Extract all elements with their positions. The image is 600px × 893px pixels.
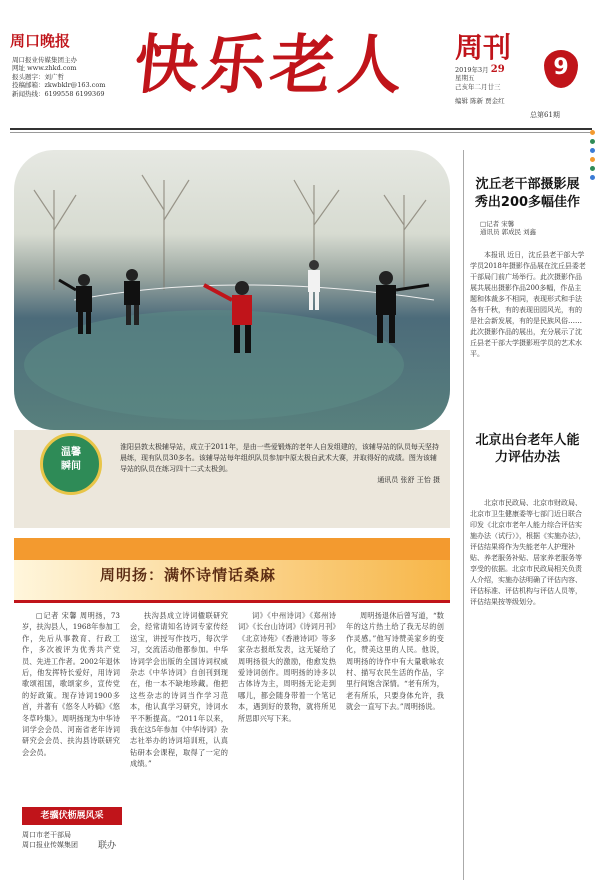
newspaper-title: 快乐老人 [130,28,411,103]
masthead-rule [10,128,592,130]
column-divider [463,150,464,880]
taichi-photo [14,150,450,430]
day-number: 29 [490,64,505,75]
feature-column-2: 扶沟县成立诗词楹联研究会，经常请知名诗词专家传经送宝，讲授写作技巧，每次学习，交流活动他都参加。中华诗词学会出版的全国诗词权威杂志《中华诗词》自创刊到现在，他一本不缺地珍藏。他把这些杂志的诗词当作学习范本，他认真学习研究，诗词水平不断提高。“2011年以来，我在这5年参加《中华诗词》杂志社举办的诗词培训班，认真钻研本会课程，取得了一定的成绩。” [130,611,229,769]
caption-text: 淮阳县敦太极辅导站，成立于2011年，是由一些爱锻炼的老年人自发组建的，该辅导站的队员每天坚持晨练，现有队员30多名。该辅导站每年组织队员参加中原太极自武术大赛，并取得好的成绩。图为该辅导站的队员在练习四十二式太极剑。 [120,443,439,473]
article-title-beijing: 北京出台老年人能力评估办法 [475,433,580,465]
feature-column-4: 周明扬退休后曾写道，“数年的这片热土给了我无尽的创作灵感。”他写诗赞美家乡的变化，赞美这里的人民。他说，周明扬的诗作中有大量歌咏农村、描写农民生活的作品，字里行间饱含深情。“老有所为，老有所乐，只要身体允许，我就会一直写下去。”周明扬说。 [346,611,444,712]
date: 2019年3月 [455,66,489,74]
article-body-beijing: 北京市民政局、北京市财政局、北京市卫生健康委等七部门近日联合印发《北京市老年人能力综合评估实施办法（试行）》，根据《实施办法》，评估结果将作为失能老年人护理补贴、养老服务补贴、居家养老服务等享受的依据。北京市民政局相关负责人介绍，实施办法明确了评估内容、评估标准、评估机构与评估人员等，评估结果按等级划分。 [470,499,586,606]
info-line: 报头题字：刘广哲 [12,72,64,81]
masthead-rule-thin [10,132,592,133]
feature-band [14,538,450,560]
stamp-line: 瞬间 [61,461,81,472]
feature-title: 周明扬：满怀诗情话桑麻 [100,566,277,584]
feature-rule [14,600,450,603]
feature-column-1: □记者 宋馨 周明扬，73岁，扶沟县人，1968年参加工作，先后从事教育、行政工作，多次被评为优秀共产党员、先进工作者。2002年退休后，他发挥特长爱好，用诗词歌颂祖国，歌颂家乡，宣传党的好政策。现存诗词1900多首，并著有《悠冬人吟稿》《悠冬草吟集》。周明扬现为中华诗词学会会员、河南省老年诗词研究会会员、扶沟县诗联研究会会员。 [22,611,120,757]
article-title-photography: 沈丘老干部摄影展秀出200多幅佳作 [474,177,581,210]
side-dots [590,130,596,184]
stamp-line: 温馨 [61,447,81,458]
info-line: 网址 www.zhkd.com [12,64,77,73]
weekday: 星期五 [455,74,475,83]
feature-column-3: 词》《中州诗词》《郑州诗词》《长台山诗词》《诗词月刊》《北京诗苑》《香港诗词》等多家杂志报纸发表，这无疑给了周明扬很大的激励，他愈发热爱诗词创作。周明扬的诗多以古体诗为主，周明扬无论走到哪儿，都会随身带着一个笔记本，遇到好的景物，就将所见所思即兴写下来。 [238,611,336,723]
photo-illustration [14,150,450,430]
organizer: 周口报业传媒集团 [22,841,78,849]
info-line: 周口报业传媒集团主办 [12,56,77,64]
editors: 编辑 陈新 贾金红 [455,97,505,106]
masthead-info [12,56,132,98]
date-area [455,66,545,106]
column-label: 老骥伏枥展风采 [22,807,122,825]
article-body-photography: 本报讯 近日，沈丘县老干部大学学员2018年摄影作品展在沈丘县委老干部局门前广场举行。此次摄影作品展共展出摄影作品200多幅，作品主题和体裁多不相同，表现形式和手法各有千秋，有的表现田园风光，有的是社会新发展，有的是民族风俗……此次摄影作品的展出，充分展示了沈丘县老干部大学摄影班学员的艺术水平。 [470,251,586,358]
byline [480,220,590,237]
info-line: 新闻热线：6199558 6199369 [12,89,105,98]
small-logo: 周口晚报 [10,32,71,50]
total-issue: 总第61期 [530,111,560,119]
warm-moment-stamp [40,433,102,495]
organizer: 周口市老干部局 [22,831,71,839]
joint-label: 联办 [98,841,117,851]
byline-correspondent: 通讯员 郭成民 刘鑫 [480,228,537,237]
page-number-badge: 9 [544,50,578,88]
lunar-date: 己亥年二月廿三 [455,82,501,91]
photo-caption [120,442,440,486]
weekly-label: 周刊 [455,31,512,64]
byline-reporter: □记者 宋馨 [480,220,515,228]
info-line: 投稿邮箱：zkwbklr@163.com [12,81,106,90]
photo-credit: 通讯员 张舒 王怡 摄 [377,476,440,484]
